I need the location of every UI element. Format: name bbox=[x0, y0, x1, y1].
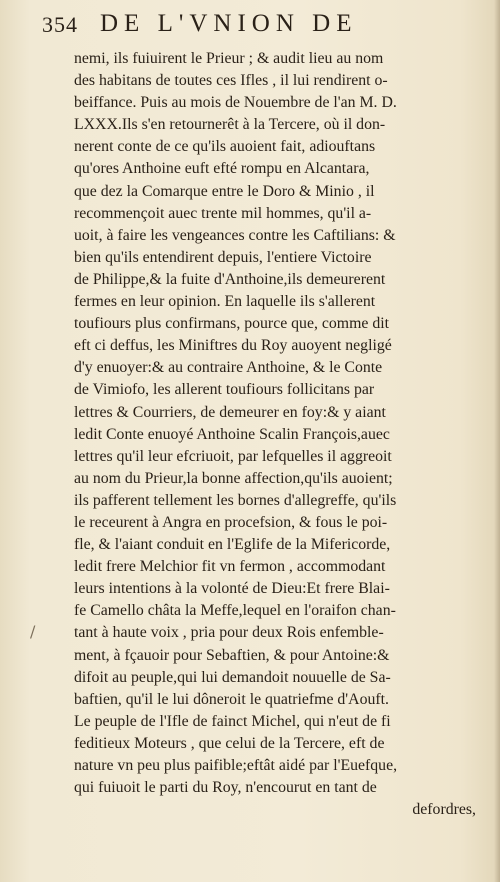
text-line: lettres qu'il leur efcriuoit, par lefquelles il aggreoit bbox=[74, 447, 392, 465]
text-line: au nom du Prieur,la bonne affection,qu'ils auoient; bbox=[74, 469, 393, 487]
text-line: fle, & l'aiant conduit en l'Eglife de la Mifericorde, bbox=[74, 536, 391, 554]
margin-mark: / bbox=[30, 622, 36, 641]
text-line: nature vn peu plus paifible;eftât aidé par l'Euefque, bbox=[74, 757, 398, 774]
page-edge-shadow bbox=[494, 0, 500, 882]
text-line: nerent conte de ce qu'ils auoient fait, adiouftans bbox=[74, 138, 376, 156]
text-line: recommençoit auec trente mil hommes, qu'il a- bbox=[74, 204, 372, 222]
text-line: LXXX.Ils s'en retournerêt à la Tercere, où il don- bbox=[74, 116, 386, 134]
text-line: fermes en leur opinion. En laquelle ils s'allerent bbox=[74, 293, 376, 311]
text-line: difoit au peuple,qui lui demandoit nouuelle de Sa- bbox=[74, 668, 391, 686]
text-line: d'y enuoyer:& au contraire Anthoine, & le Conte bbox=[74, 359, 383, 377]
text-line: uoit, à faire les vengeances contre les Caftilians: & bbox=[74, 226, 396, 244]
text-line: qui fuiuoit le parti du Roy, n'encourut en tant de bbox=[74, 779, 377, 797]
text-line: que dez la Comarque entre le Doro & Minio , il bbox=[74, 182, 375, 200]
text-line: ils pafferent tellement les bornes d'allegreffe, qu'ils bbox=[74, 491, 397, 509]
text-line: lettres & Courriers, de demeurer en foy:& y aiant bbox=[74, 403, 386, 421]
text-line: leurs intentions à la volonté de Dieu:Et frere Blai- bbox=[74, 580, 390, 598]
text-line: eft ci deffus, les Miniftres du Roy auoyent negligé bbox=[74, 337, 392, 355]
text-line: beiffance. Puis au mois de Nouembre de l'an M. D. bbox=[74, 94, 397, 112]
page-number: 354 bbox=[42, 12, 78, 37]
text-line: qu'ores Anthoine euft efté rompu en Alcantara, bbox=[74, 160, 370, 178]
text-line: des habitans de toutes ces Ifles , il lui rendirent o- bbox=[74, 72, 388, 90]
text-line: ledit frere Melchior fit vn fermon , accommodant bbox=[74, 558, 386, 576]
text-line: fe Camello châta la Meffe,lequel en l'oraifon chan- bbox=[74, 602, 396, 620]
text-line: de Vimiofo, les allerent toufiours follicitans par bbox=[74, 381, 375, 399]
body-text bbox=[74, 48, 490, 821]
running-title: DE L'VNION DE bbox=[100, 10, 358, 37]
text-line: nemi, ils fuiuirent le Prieur ; & audit lieu au nom bbox=[74, 50, 384, 67]
text-line: baftien, qu'il le lui dôneroit le quatriefme d'Aouft. bbox=[74, 690, 389, 708]
text-line: toufiours plus confirmans, pource que, comme dit bbox=[74, 315, 389, 333]
text-line: de Philippe,& la fuite d'Anthoine,ils demeurerent bbox=[74, 270, 386, 288]
text-line: ledit Conte enuoyé Anthoine Scalin François,auec bbox=[74, 425, 390, 443]
text-line: bien qu'ils entendirent depuis, l'entiere Victoire bbox=[74, 248, 372, 266]
text-line: ment, à fçauoir pour Sebaftien, & pour Antoine:& bbox=[74, 646, 390, 664]
running-head bbox=[40, 8, 460, 48]
text-line: tant à haute voix , pria pour deux Rois enfemble- bbox=[74, 624, 384, 642]
text-line: le receurent à Angra en procefsion, & fous le poi- bbox=[74, 513, 388, 531]
text-line: feditieux Moteurs , que celui de la Tercere, eft de bbox=[74, 734, 385, 752]
catchword: defordres, bbox=[412, 801, 476, 819]
text-line: Le peuple de l'Ifle de fainct Michel, qui n'eut de fi bbox=[74, 712, 391, 730]
